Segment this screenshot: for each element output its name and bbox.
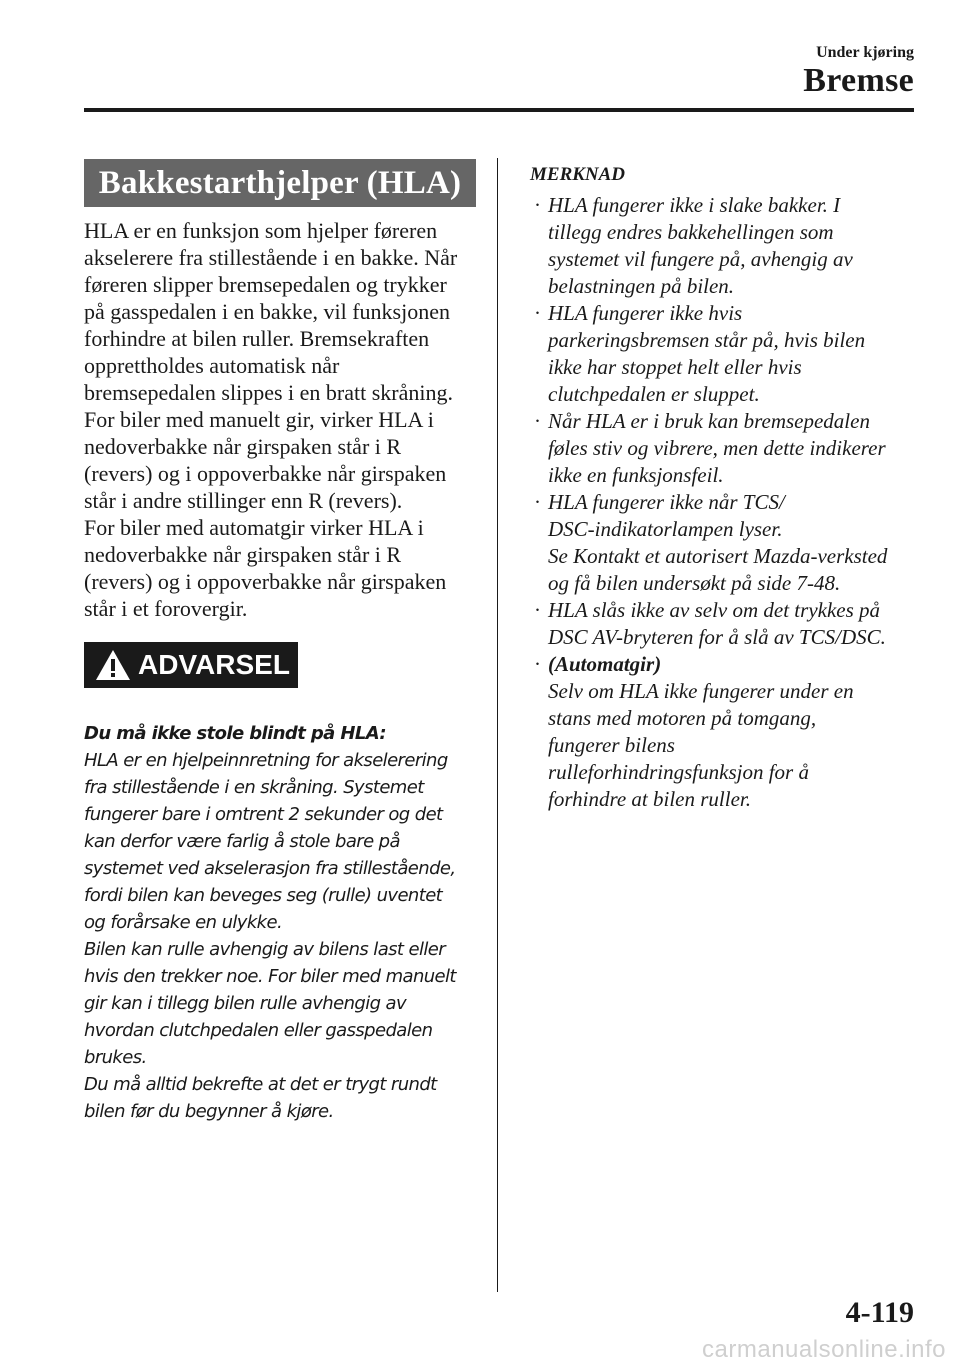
note-line: Når HLA er i bruk kan bremsepedalen (548, 409, 870, 433)
bullet-icon: · (534, 652, 541, 676)
note-line: belastningen på bilen. (548, 274, 735, 298)
note-list (528, 192, 924, 813)
warning-line: og forårsake en ulykke. (84, 912, 283, 933)
note-line: HLA fungerer ikke hvis (548, 301, 743, 325)
warning-line: hvis den trekker noe. For biler med manuelt (84, 966, 456, 987)
note-line: forhindre at bilen ruller. (548, 787, 752, 811)
warning-line: Du må alltid bekrefte at det er trygt rundt (84, 1074, 437, 1095)
warning-line: gir kan i tillegg bilen rulle avhengig av (84, 993, 407, 1014)
note-line: føles stiv og vibrere, men dette indikerer (548, 436, 886, 460)
note-line: DSC AV-bryteren for å slå av TCS/DSC. (548, 625, 886, 649)
note-line: systemet vil fungere på, avhengig av (548, 247, 853, 271)
note-item (528, 300, 924, 408)
note-item (528, 192, 924, 300)
note-line: stans med motoren på tomgang, (548, 706, 817, 730)
body-line: står i andre stillinger enn R (revers). (84, 488, 403, 513)
note-line: HLA fungerer ikke i slake bakker. I (548, 193, 841, 217)
note-line: fungerer bilens (548, 733, 675, 757)
body-line: For biler med automatgir virker HLA i (84, 515, 424, 540)
section-body (84, 217, 476, 622)
right-column (528, 161, 924, 813)
warning-label (84, 642, 298, 688)
body-line: (revers) og i oppoverbakke når girspaken (84, 569, 447, 594)
note-line: ikke en funksjonsfeil. (548, 463, 724, 487)
note-line: HLA fungerer ikke når TCS/ (548, 490, 785, 514)
warning-line: Bilen kan rulle avhengig av bilens last eller (84, 939, 446, 960)
warning-line: brukes. (84, 1047, 147, 1068)
warning-line: fra stillestående i en skråning. Systemet (84, 777, 424, 798)
warning-line: HLA er en hjelpeinnretning for akselerering (84, 750, 448, 771)
body-line: på gasspedalen i en bakke, vil funksjonen (84, 299, 450, 324)
note-item (528, 489, 924, 597)
page-number: 4-119 (845, 1296, 914, 1329)
body-line: nedoverbakke når girspaken står i R (84, 434, 402, 459)
body-line: står i et forovergir. (84, 596, 248, 621)
warning-line: fungerer bare i omtrent 2 sekunder og det (84, 804, 443, 825)
body-line: forhindre at bilen ruller. Bremsekraften (84, 326, 430, 351)
body-line: For biler med manuelt gir, virker HLA i (84, 407, 434, 432)
warning-line: bilen før du begynner å kjøre. (84, 1101, 334, 1122)
body-line: bremsepedalen slippes i en bratt skråning. (84, 380, 454, 405)
warning-text (84, 747, 476, 1125)
warning-triangle-icon (94, 648, 132, 682)
note-item-heading: (Automatgir) (548, 652, 662, 676)
body-line: opprettholdes automatisk når (84, 353, 340, 378)
note-item (528, 408, 924, 489)
header-section-label: Under kjøring (816, 44, 914, 61)
warning-line: kan derfor være farlig å stole bare på (84, 831, 400, 852)
body-line: nedoverbakke når girspaken står i R (84, 542, 402, 567)
bullet-icon: · (534, 193, 541, 217)
column-divider (497, 158, 498, 1292)
body-line: akselerere fra stillestående i en bakke. Når (84, 245, 458, 270)
warning-line: hvordan clutchpedalen eller gasspedalen (84, 1020, 433, 1041)
warning-label-text: ADVARSEL (138, 649, 290, 680)
header-rule (84, 108, 914, 112)
note-line: Selv om HLA ikke fungerer under en (548, 679, 854, 703)
note-line: tillegg endres bakkehellingen som (548, 220, 834, 244)
note-line: parkeringsbremsen står på, hvis bilen (548, 328, 866, 352)
warning-line: fordi bilen kan beveges seg (rulle) uventet (84, 885, 443, 906)
note-title: MERKNAD (530, 164, 626, 185)
note-line: Se Kontakt et autorisert Mazda-verksted (548, 544, 888, 568)
note-line: rulleforhindringsfunksjon for å (548, 760, 809, 784)
note-item (528, 597, 924, 651)
bullet-icon: · (534, 598, 541, 622)
note-line: HLA slås ikke av selv om det trykkes på (548, 598, 881, 622)
bullet-icon: · (534, 490, 541, 514)
warning-line: systemet ved akselerasjon fra stillestående, (84, 858, 456, 879)
note-line: og få bilen undersøkt på side 7-48. (548, 571, 841, 595)
note-item (528, 651, 924, 813)
left-column (84, 159, 476, 1125)
body-line: føreren slipper bremsepedalen og trykker (84, 272, 447, 297)
note-line: ikke har stoppet helt eller hvis (548, 355, 802, 379)
note-line: DSC-indikatorlampen lyser. (548, 517, 783, 541)
bullet-icon: · (534, 409, 541, 433)
section-title: Bakkestarthjelper (HLA) (84, 159, 476, 207)
note-line: clutchpedalen er sluppet. (548, 382, 760, 406)
body-line: (revers) og i oppoverbakke når girspaken (84, 461, 447, 486)
header-chapter-title: Bremse (803, 62, 914, 99)
watermark: carmanualsonline.info (702, 1336, 946, 1363)
body-line: HLA er en funksjon som hjelper føreren (84, 218, 438, 243)
bullet-icon: · (534, 301, 541, 325)
warning-heading: Du må ikke stole blindt på HLA: (84, 723, 386, 744)
